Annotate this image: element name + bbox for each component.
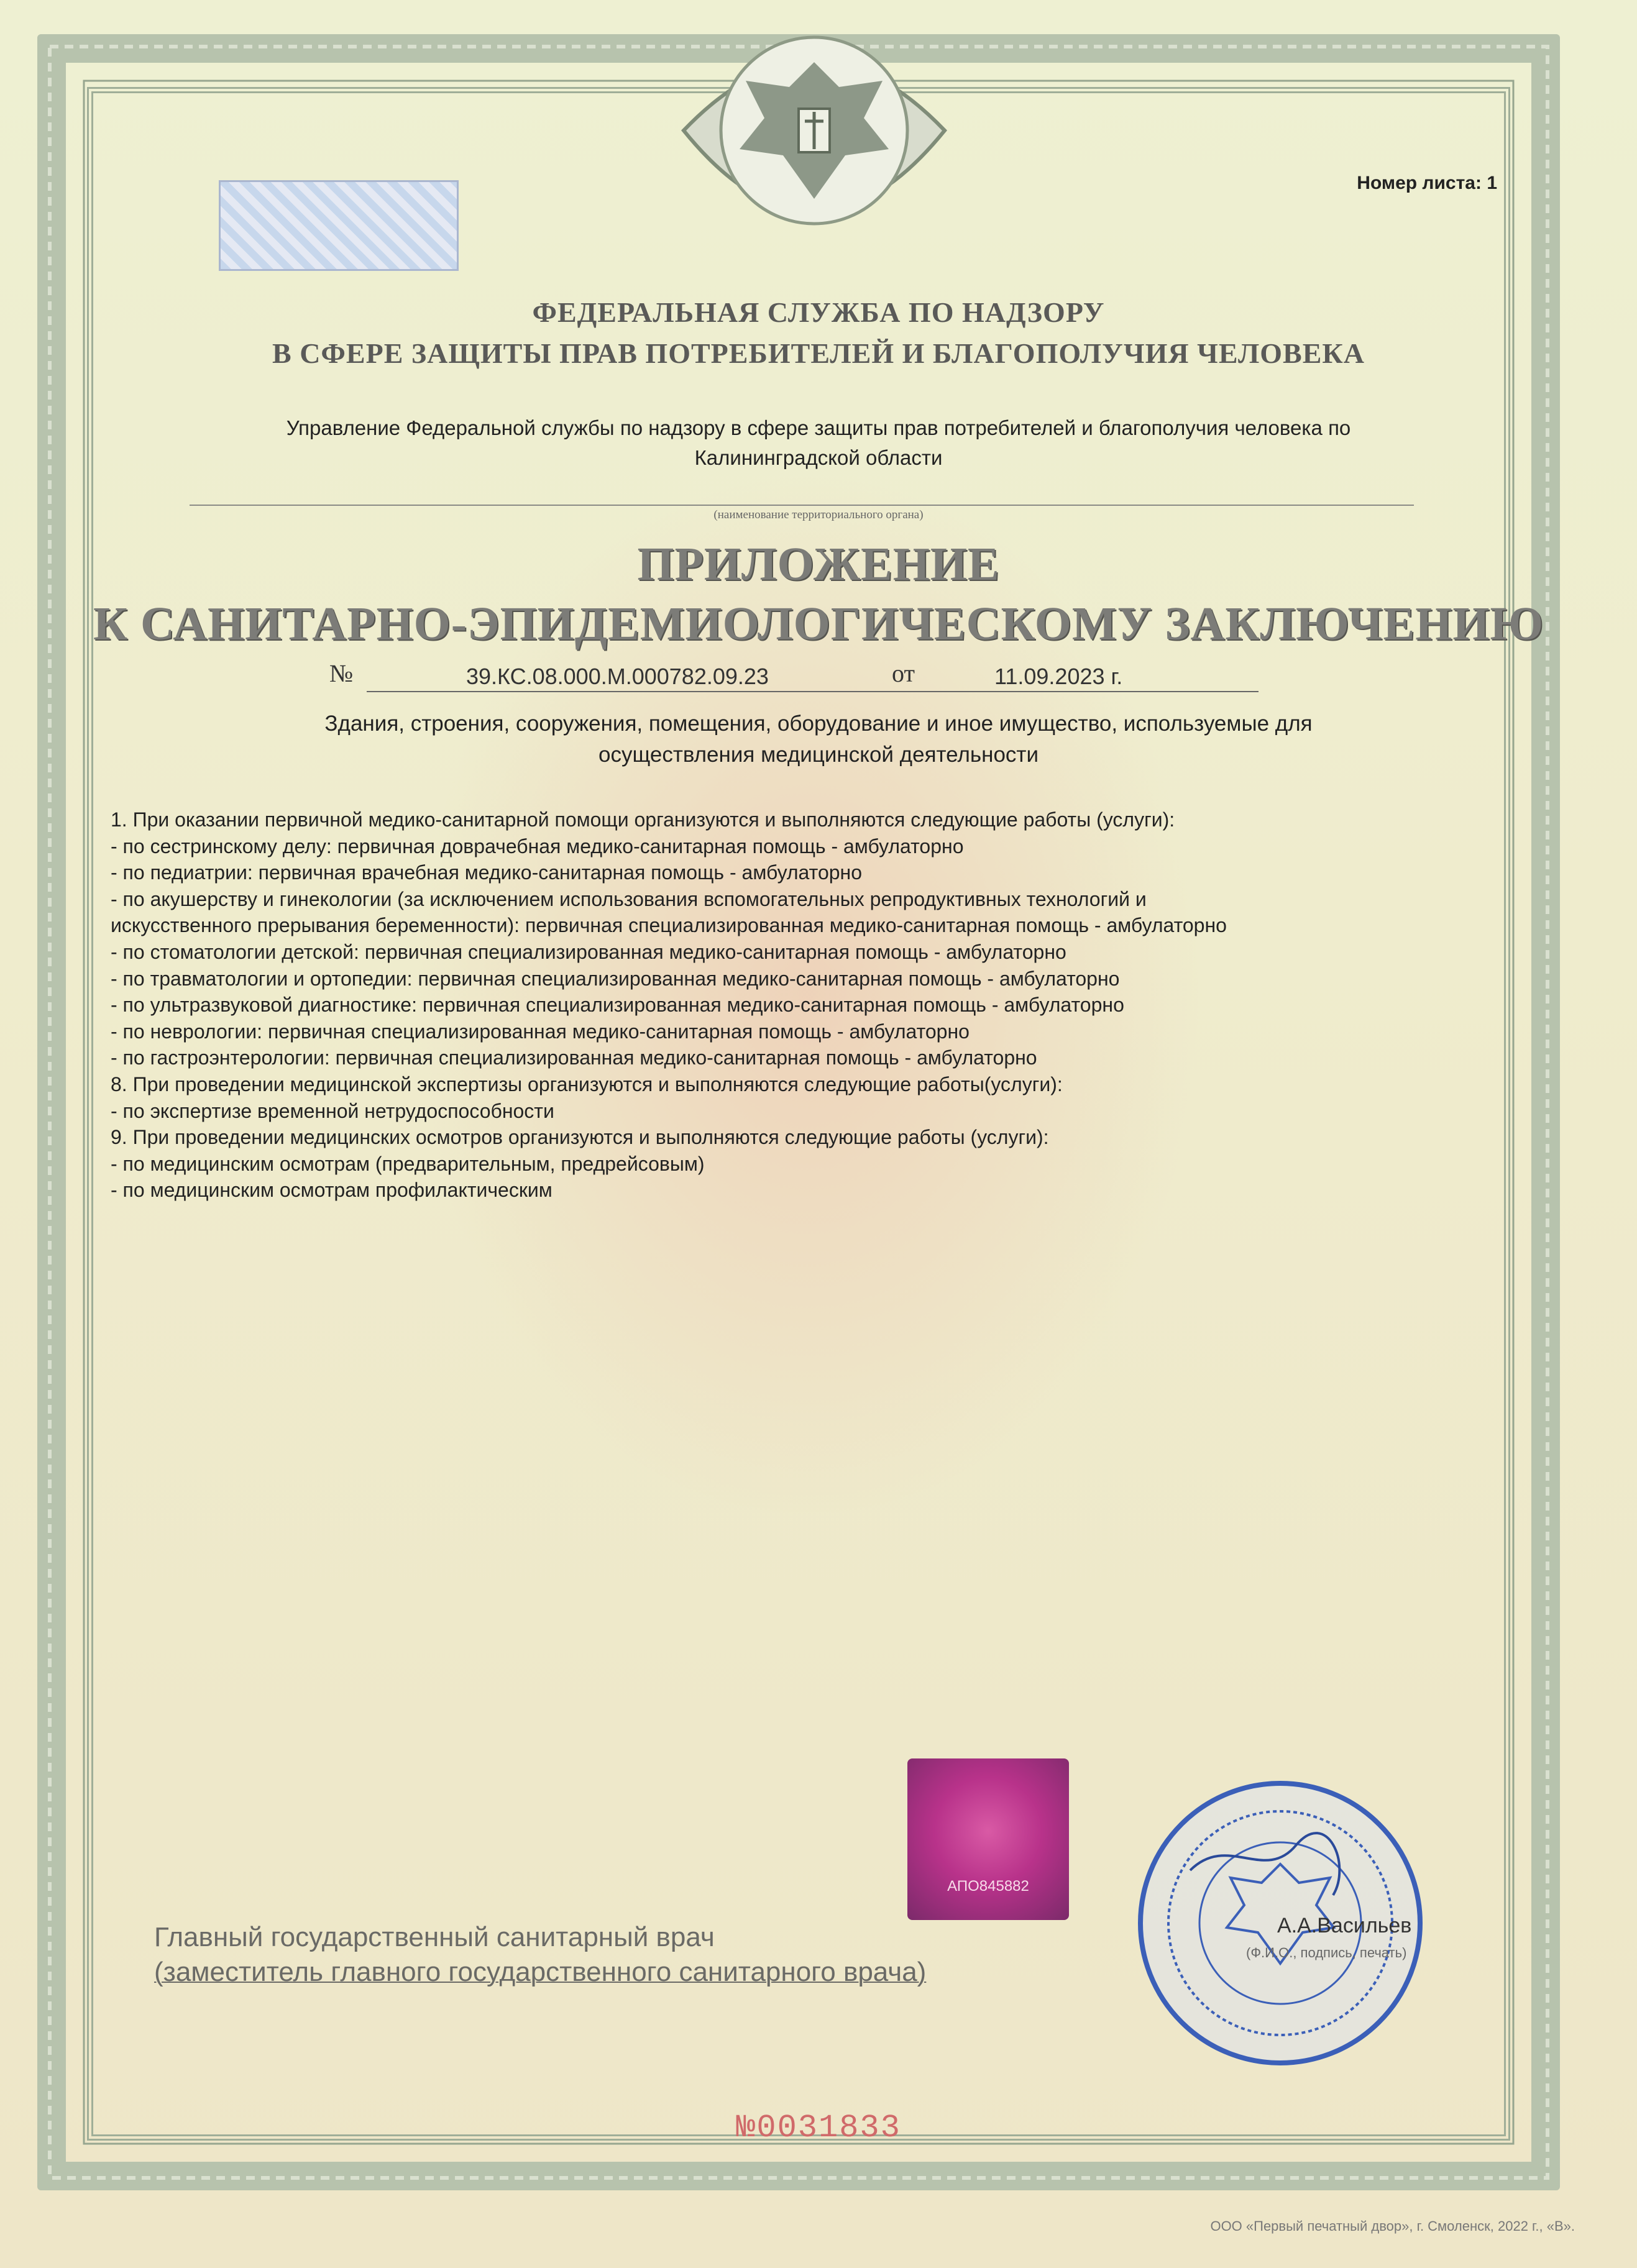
subject-line-1: Здания, строения, сооружения, помещения, оборудование и иное имущество, используемые для [324,711,1313,736]
territorial-body-caption: (наименование территориального органа) [713,508,924,521]
services-list-item: - по экспертизе временной нетрудоспособности [111,1099,554,1122]
services-list-item: искусственного прерывания беременности): первичная специализированная медико-санитарная помощь - амбулаторно [111,914,1227,937]
security-hologram-top [219,180,459,271]
subject-description [124,708,1513,770]
services-list [111,807,1515,1204]
services-list-item: - по медицинским осмотрам профилактическим [111,1179,553,1202]
conclusion-number-line [329,659,1386,696]
date-underline [942,691,1259,692]
divider-rule [190,505,1414,506]
security-hologram-sticker [907,1758,1069,1920]
agency-header [0,292,1637,374]
signatory-title [154,1920,926,1990]
agency-header-line-1: ФЕДЕРАЛЬНАЯ СЛУЖБА ПО НАДЗОРУ [532,296,1105,328]
number-underline [367,691,994,692]
conclusion-date: 11.09.2023 г. [994,664,1123,689]
services-list-item: - по ультразвуковой диагностике: первичная специализированная медико-санитарная помощь - амбулаторно [111,994,1124,1017]
number-label: № [329,659,354,687]
services-list-item: 9. При проведении медицинских осмотров организуются и выполняются следующие работы (услуги): [111,1126,1049,1149]
document-title-line-2: К САНИТАРНО-ЭПИДЕМИОЛОГИЧЕСКОМУ ЗАКЛЮЧЕНИЮ [93,598,1544,650]
conclusion-number: 39.КС.08.000.М.000782.09.23 [466,664,769,689]
services-list-item: - по травматологии и ортопедии: первичная специализированная медико-санитарная помощь - амбулаторно [111,967,1120,990]
services-list-item: - по медицинским осмотрам (предварительным, предрейсовым) [111,1152,705,1175]
services-list-item: - по педиатрии: первичная врачебная медико-санитарная помощь - амбулаторно [111,861,862,884]
printer-note: ООО «Первый печатный двор», г. Смоленск, 2022 г., «В». [1210,2218,1575,2234]
services-list-item: - по гастроэнтерологии: первичная специализированная медико-санитарная помощь - амбулаторно [111,1046,1037,1069]
territorial-body-line-1: Управление Федеральной службы по надзору в сфере защиты прав потребителей и благополучия человека по [286,416,1351,439]
date-label: от [892,659,915,687]
document-title [0,534,1637,654]
signatory-line-1: Главный государственный санитарный врач [154,1922,715,1952]
sheet-number: Номер листа: 1 [1357,173,1497,193]
services-list-item: - по акушерству и гинекологии (за исключением использования вспомогательных репродуктивных технологий и [111,887,1147,910]
territorial-body-line-2: Калининградской области [694,446,943,469]
signer-caption: (Ф.И.О., подпись, печать) [1246,1945,1407,1960]
services-list-item: - по неврологии: первичная специализированная медико-санитарная помощь - амбулаторно [111,1020,970,1043]
territorial-body [124,413,1513,473]
services-list-item: - по стоматологии детской: первичная специализированная медико-санитарная помощь - амбулаторно [111,940,1066,963]
document-title-line-1: ПРИЛОЖЕНИЕ [637,538,1000,590]
services-list-item: 8. При проведении медицинской экспертизы организуются и выполняются следующие работы(услуги): [111,1072,1063,1095]
signer-name: А.А.Васильев [1277,1914,1412,1937]
emblem-icon [671,6,957,267]
signatory-line-2: (заместитель главного государственного санитарного врача) [154,1957,927,1987]
services-list-item: 1. При оказании первичной медико-санитарной помощи организуются и выполняются следующие работы (услуги): [111,808,1175,831]
hologram-code: АПО845882 [947,1878,1029,1895]
services-list-item: - по сестринскому делу: первичная доврачебная медико-санитарная помощь - амбулаторно [111,834,964,857]
form-serial-number: №0031833 [736,2110,901,2146]
subject-line-2: осуществления медицинской деятельности [598,743,1039,767]
agency-header-line-2: В СФЕРЕ ЗАЩИТЫ ПРАВ ПОТРЕБИТЕЛЕЙ И БЛАГОПОЛУЧИЯ ЧЕЛОВЕКА [272,337,1365,369]
